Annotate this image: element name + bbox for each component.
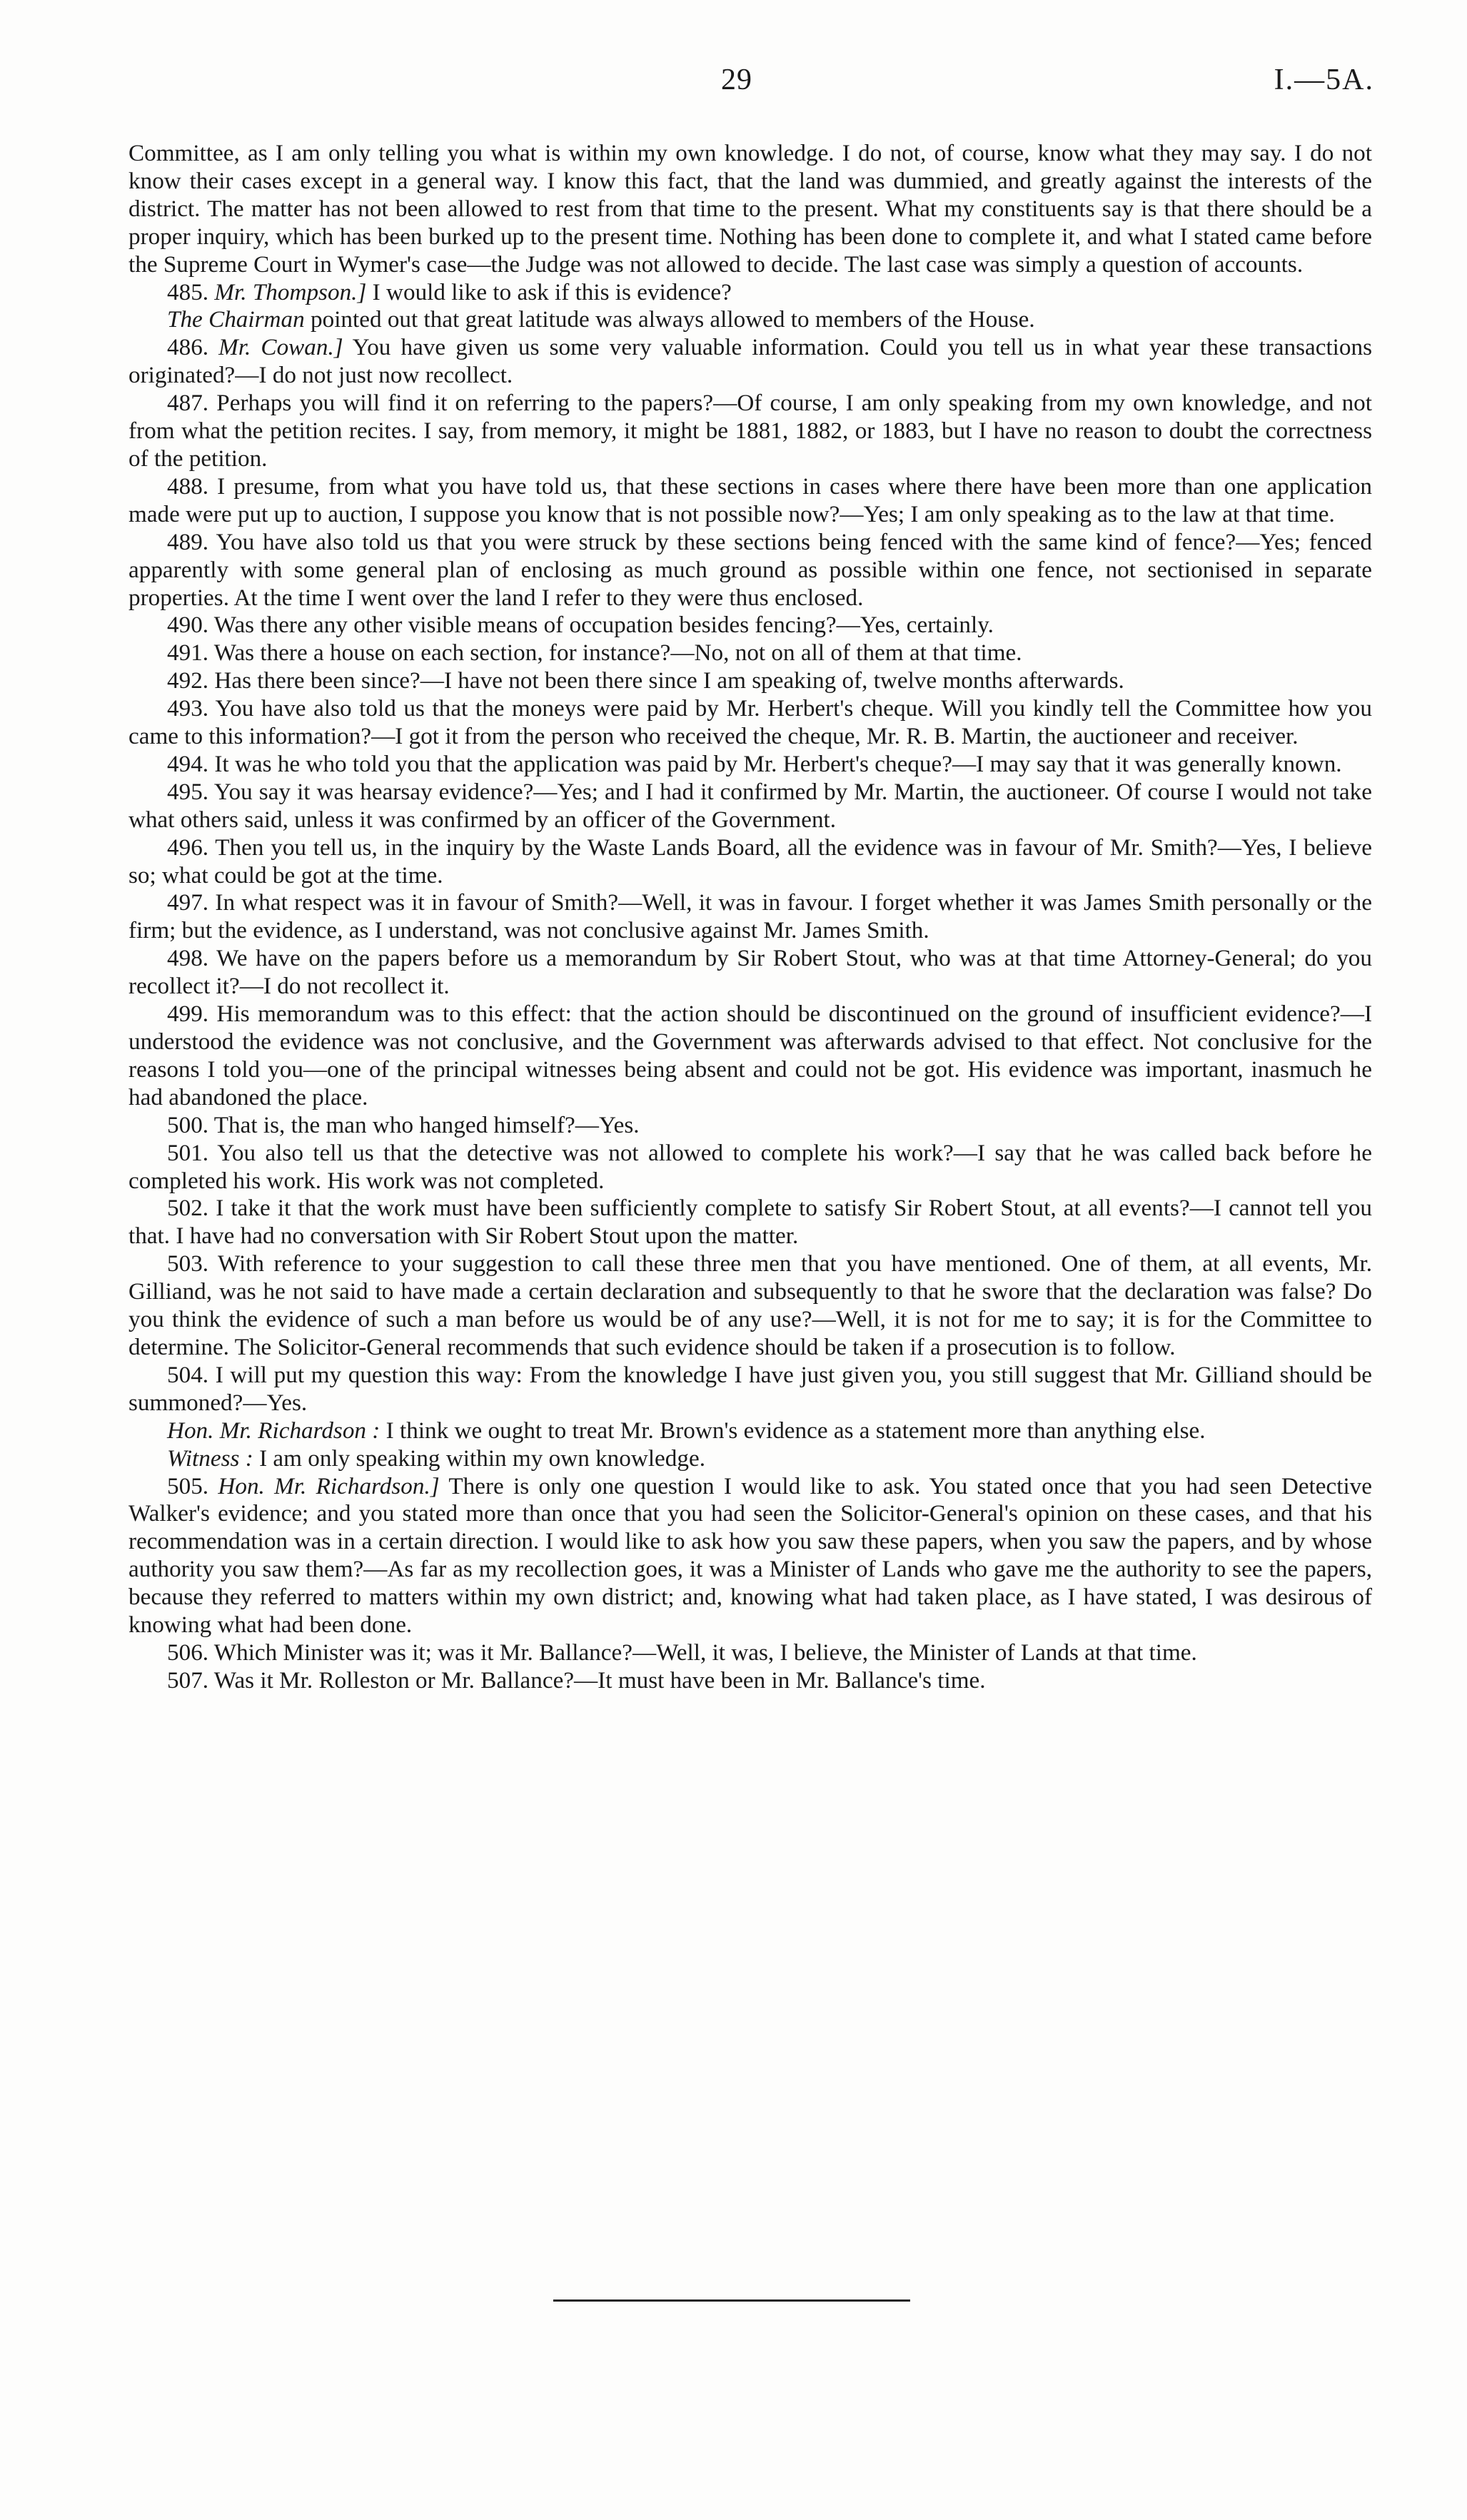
question-number: 487. xyxy=(167,390,209,417)
evidence-paragraph xyxy=(128,1140,1372,1195)
question-number: 492. xyxy=(167,667,209,694)
speaker-name: The Chairman xyxy=(167,306,305,333)
paragraph-text: There is only one question I would like to ask. You stated once that you had seen Detective Walker's evidence; and you stated more than once that you had seen the Solicitor-General's opinion on these cases, and that his recommendation was in a certain direction. I would like to ask how you saw these papers, when you saw the papers, and by whose authority you saw them?—As far as my recollection goes, it was a Minister of Lands who gave me the authority to see the papers, because they referred to matters within my own district; and, knowing what had taken place, as I have stated, I was desirous of knowing what had been done. xyxy=(128,1472,1373,1639)
question-number: 485. xyxy=(167,278,209,305)
evidence-paragraph xyxy=(128,1417,1372,1445)
question-number: 505. xyxy=(167,1472,209,1499)
question-number: 499. xyxy=(167,1001,209,1028)
question-number: 502. xyxy=(167,1195,209,1222)
paragraph-text: With reference to your suggestion to call these three men that you have mentioned. One of them, at all events, Mr. Gilliand, was he not said to have made a certain declaration and subsequently to that he swore that the declaration was false? Do you think the evidence of such a man before us would be of any use?—Well, it is not for me to say; it is for the Committee to determine. The Solicitor-General recommends that such evidence should be taken if a prosecution is to follow. xyxy=(128,1250,1372,1360)
paragraph-text: I am only speaking within my own knowledge. xyxy=(259,1444,706,1472)
speaker-name: Mr. Cowan.] xyxy=(218,334,343,361)
evidence-paragraph xyxy=(128,1001,1372,1112)
paragraph-text: You have given us some very valuable information. Could you tell us in what year these transactions originated?—I do not just now recollect. xyxy=(128,334,1372,389)
question-number: 486. xyxy=(167,334,209,361)
evidence-paragraph xyxy=(128,1639,1372,1667)
paragraph-text: I would like to ask if this is evidence? xyxy=(372,278,732,305)
paragraph-text: Which Minister was it; was it Mr. Ballance?—Well, it was, I believe, the Minister of Lands at that time. xyxy=(213,1639,1197,1666)
question-number: 506. xyxy=(167,1639,209,1666)
evidence-paragraph xyxy=(128,473,1372,529)
question-number: 495. xyxy=(167,778,209,805)
paragraph-text: pointed out that great latitude was always allowed to members of the House. xyxy=(311,306,1035,333)
evidence-paragraph xyxy=(128,639,1372,667)
question-number: 501. xyxy=(167,1139,209,1166)
paragraph-text: It was he who told you that the application was paid by Mr. Herbert's cheque?—I may say that it was generally known. xyxy=(214,750,1342,777)
speaker-name: Mr. Thompson.] xyxy=(214,278,367,305)
speaker-name: Hon. Mr. Richardson : xyxy=(167,1417,380,1444)
speaker-name: Hon. Mr. Richardson.] xyxy=(218,1472,440,1499)
evidence-paragraph xyxy=(128,834,1372,890)
evidence-paragraph xyxy=(128,1362,1372,1417)
evidence-paragraph xyxy=(128,1445,1372,1473)
closing-rule xyxy=(553,2299,910,2302)
document-reference: I.—5A. xyxy=(1274,64,1374,96)
evidence-paragraph xyxy=(128,612,1372,639)
paragraph-text: His memorandum was to this effect: that the action should be discontinued on the ground of insufficient evidence?—I understood the evidence was not conclusive, and the Government was afterwards advised to that effect. Not conclusive for the reasons I told you—one of the principal witnesses being absent and could not be got. His evidence was important, inasmuch he had abandoned the place. xyxy=(128,1001,1372,1110)
evidence-paragraph xyxy=(128,306,1372,334)
question-number: 488. xyxy=(167,472,209,500)
question-number: 500. xyxy=(167,1111,209,1138)
paragraph-text: Was there a house on each section, for instance?—No, not on all of them at that time. xyxy=(213,639,1022,667)
paragraph-text: You have also told us that you were struck by these sections being fenced with the same kind of fence?—Yes; fenced apparently with some general plan of enclosing as much ground as possible within one fence, not sectionised in separate properties. At the time I went over the land I refer to they were thus enclosed. xyxy=(128,528,1372,611)
evidence-paragraph xyxy=(128,695,1372,751)
question-number: 507. xyxy=(167,1666,209,1694)
evidence-paragraph xyxy=(128,945,1372,1001)
evidence-paragraph xyxy=(128,889,1372,945)
question-number: 494. xyxy=(167,750,209,777)
question-number: 490. xyxy=(167,612,209,639)
evidence-paragraph xyxy=(128,1195,1372,1250)
body-text xyxy=(128,140,1372,1695)
paragraph-text: Then you tell us, in the inquiry by the Waste Lands Board, all the evidence was in favour of Mr. Smith?—Yes, I believe so; what could be got at the time. xyxy=(128,834,1372,889)
speaker-name: Witness : xyxy=(167,1444,253,1472)
evidence-paragraph xyxy=(128,1473,1372,1639)
evidence-paragraph xyxy=(128,529,1372,612)
evidence-paragraph xyxy=(128,279,1372,307)
paragraph-text: In what respect was it in favour of Smith?—Well, it was in favour. I forget whether it was James Smith personally or the firm; but the evidence, as I understand, was not conclusive against Mr. James Smith. xyxy=(128,889,1373,944)
paragraph-text: I take it that the work must have been sufficiently complete to satisfy Sir Robert Stout, at all events?—I cannot tell you that. I have had no conversation with Sir Robert Stout upon the matter. xyxy=(128,1195,1373,1250)
evidence-paragraph xyxy=(128,1667,1372,1695)
paragraph-text: You also tell us that the detective was not allowed to complete his work?—I say that he was called back before he completed his work. His work was not completed. xyxy=(128,1139,1372,1194)
evidence-paragraph xyxy=(128,667,1372,695)
paragraph-text: That is, the man who hanged himself?—Yes. xyxy=(213,1111,640,1138)
paragraph-text: You have also told us that the moneys were paid by Mr. Herbert's cheque. Will you kindly tell the Committee how you came to this information?—I got it from the person who received the cheque, Mr. R. B. Martin, the auctioneer and receiver. xyxy=(128,695,1372,750)
paragraph-text: Has there been since?—I have not been there since I am speaking of, twelve months afterwards. xyxy=(214,667,1124,694)
evidence-paragraph xyxy=(128,1250,1372,1362)
question-number: 497. xyxy=(167,889,209,916)
question-number: 503. xyxy=(167,1250,209,1277)
question-number: 498. xyxy=(167,945,209,972)
paragraph-text: Was it Mr. Rolleston or Mr. Ballance?—It must have been in Mr. Ballance's time. xyxy=(213,1666,986,1694)
paragraph-text: Perhaps you will find it on referring to the papers?—Of course, I am only speaking from my own knowledge, and not from what the petition recites. I say, from memory, it might be 1881, 1882, or 1883, but I have no reason to doubt the correctness of the petition. xyxy=(128,390,1372,472)
evidence-paragraph xyxy=(128,334,1372,390)
paragraph-text: I presume, from what you have told us, that these sections in cases where there have been more than one application made were put up to auction, I suppose you know that is not possible now?—Yes; I am only speaking as to the law at that time. xyxy=(128,472,1373,527)
question-number: 489. xyxy=(167,528,209,555)
question-number: 496. xyxy=(167,834,209,861)
paragraph-text: I will put my question this way: From the knowledge I have just given you, you still suggest that Mr. Gilliand should be summoned?—Yes. xyxy=(128,1361,1373,1416)
paragraph-text: Was there any other visible means of occupation besides fencing?—Yes, certainly. xyxy=(213,612,994,639)
evidence-paragraph xyxy=(128,751,1372,779)
paragraph-text: You say it was hearsay evidence?—Yes; and I had it confirmed by Mr. Martin, the auctioneer. Of course I would not take what others said, unless it was confirmed by an officer of the Government. xyxy=(128,778,1372,833)
paragraph-text: We have on the papers before us a memorandum by Sir Robert Stout, who was at that time Attorney-General; do you recollect it?—I do not recollect it. xyxy=(128,945,1372,1000)
page-number: 29 xyxy=(721,64,752,96)
question-number: 491. xyxy=(167,639,209,667)
evidence-paragraph xyxy=(128,779,1372,834)
evidence-paragraph xyxy=(128,1112,1372,1140)
page-header xyxy=(0,63,1467,113)
question-number: 504. xyxy=(167,1361,209,1388)
opening-paragraph: Committee, as I am only telling you what is within my own knowledge. I do not, of course, know what they may say. I do not know their cases except in a general way. I know this fact, that the land was dummied, and greatly against the interests of the district. The matter has not been allowed to rest from that time to the present. What my constituents say is that there should be a proper inquiry, which has been burked up to the present time. Nothing has been done to complete it, and what I stated came before the Supreme Court in Wymer's case—the Judge was not allowed to decide. The last case was simply a question of accounts. xyxy=(128,140,1372,278)
evidence-paragraph xyxy=(128,390,1372,473)
question-number: 493. xyxy=(167,695,209,722)
paragraph-text: I think we ought to treat Mr. Brown's evidence as a statement more than anything else. xyxy=(385,1417,1206,1444)
